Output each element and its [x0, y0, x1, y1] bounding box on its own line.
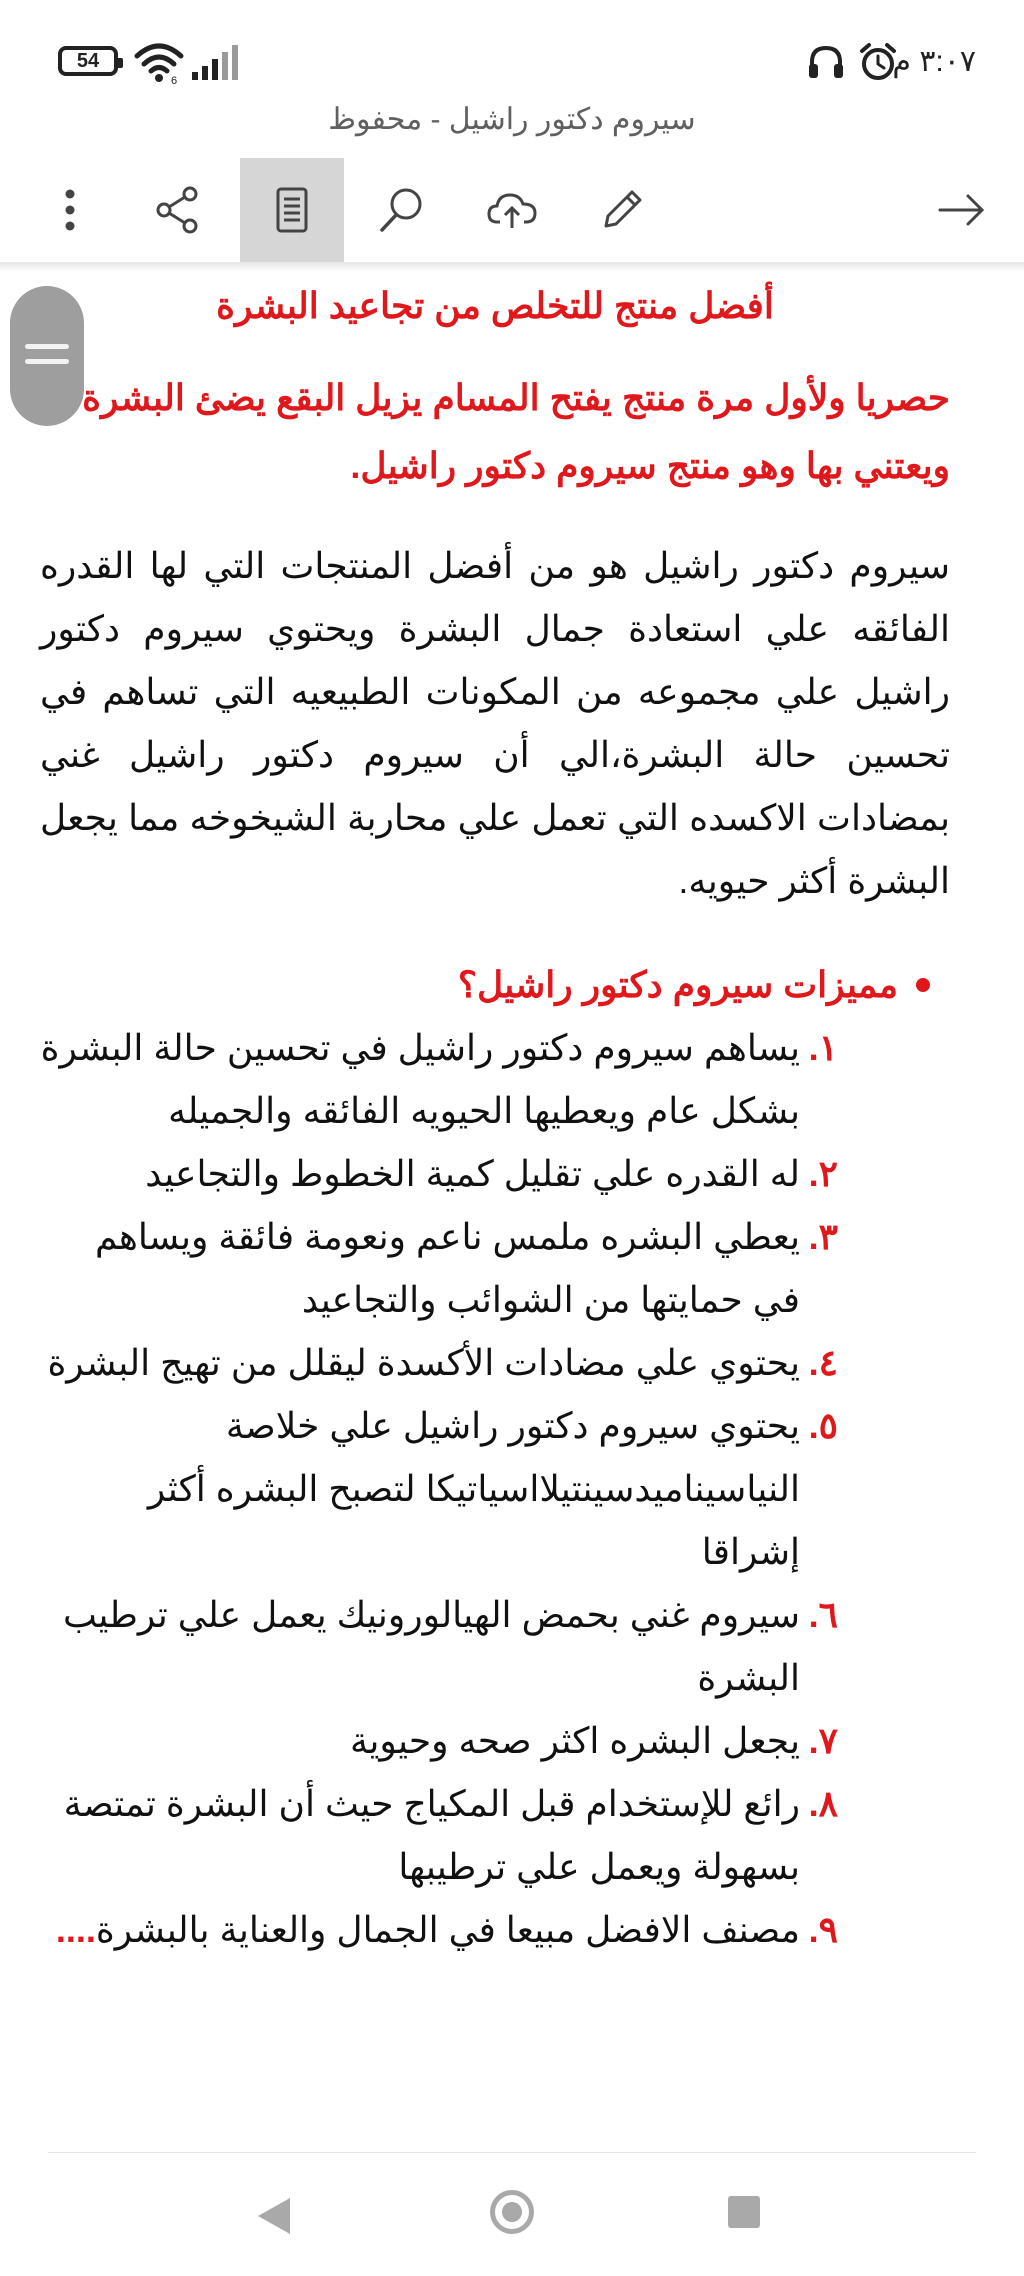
share-icon — [152, 184, 204, 236]
divider — [48, 2152, 976, 2153]
svg-text:6: 6 — [171, 75, 178, 84]
body-paragraph: سيروم دكتور راشيل هو من أفضل المنتجات التي لها القدره الفائقه علي استعادة جمال البشرة ويحتوي سيروم دكتور راشيل علي مجموعه من المكونات الطبيعيه التي تساهم في تحسين حالة البشرة،الي أن سيروم دكتور راشيل غني بمضادات الاكسده التي تعمل علي محاربة الشيخوخه مما يجعل البشرة أكثر حيويه. — [40, 545, 950, 901]
edit-icon — [596, 184, 648, 236]
list-number: ٧. — [808, 1720, 838, 1761]
list-item-text: رائع للإستخدام قبل المكياج حيث أن البشرة تمتصة بسهولة ويعمل علي ترطيبها — [63, 1783, 800, 1887]
edit-button[interactable] — [572, 158, 672, 262]
list-item — [40, 1709, 950, 1772]
share-button[interactable] — [128, 158, 228, 262]
list-item-text: يجعل البشره اكثر صحه وحيوية — [350, 1720, 800, 1761]
forward-button[interactable] — [912, 158, 1012, 262]
list-item — [40, 1772, 950, 1898]
intro-paragraph: حصريا ولأول مرة منتج يفتح المسام يزيل البقع يضئ البشرة ويعتني بها وهو منتج سيروم دكتور راشيل. — [82, 377, 950, 486]
list-number: ٩. — [808, 1909, 838, 1950]
document-title: سيروم دكتور راشيل - محفوظ — [328, 103, 696, 136]
back-icon[interactable] — [258, 2198, 290, 2234]
forward-arrow-icon — [936, 184, 988, 236]
list-number: ٨. — [808, 1783, 838, 1824]
list-item-text: يعطي البشره ملمس ناعم ونعومة فائقة ويساهم في حمايتها من الشوائب والتجاعيد — [94, 1216, 800, 1320]
list-item-suffix: .... — [55, 1909, 96, 1950]
list-number: ٦. — [808, 1594, 838, 1635]
document-content — [40, 270, 950, 1961]
list-item — [40, 1205, 950, 1331]
list-item — [40, 1016, 950, 1142]
status-bar — [0, 0, 1024, 110]
features-list — [40, 1016, 950, 1961]
list-number: ٣. — [808, 1216, 838, 1257]
clock: ٣:٠٧ م — [892, 45, 976, 78]
features-heading-text: مميزات سيروم دكتور راشيل؟ — [457, 964, 898, 1005]
signal-icon — [190, 44, 240, 80]
list-number: ٥. — [808, 1405, 838, 1446]
list-item-text: مصنف الافضل مبيعا في الجمال والعناية بالبشرة — [95, 1909, 800, 1950]
battery-icon — [58, 46, 118, 76]
navigation-bar — [0, 2160, 1024, 2276]
battery-level: 54 — [76, 49, 100, 72]
recent-apps-icon[interactable] — [728, 2196, 760, 2228]
search-icon — [376, 184, 428, 236]
home-icon[interactable] — [490, 2190, 534, 2234]
list-item-text: يحتوي علي مضادات الأكسدة ليقلل من تهيج البشرة — [47, 1342, 800, 1383]
list-item — [40, 1394, 950, 1583]
list-number: ١. — [808, 1027, 838, 1068]
toolbar — [0, 158, 1024, 262]
more-button[interactable] — [20, 158, 120, 262]
features-heading — [40, 954, 950, 1016]
list-item-text: يحتوي سيروم دكتور راشيل علي خلاصة النياسيناميدسينتيلااسياتيكا لتصبح البشره أكثر إشراقا — [147, 1405, 800, 1572]
document-heading: أفضل منتج للتخلص من تجاعيد البشرة — [216, 285, 774, 326]
list-item — [40, 1583, 950, 1709]
list-item — [40, 1331, 950, 1394]
list-item-text: له القدره علي تقليل كمية الخطوط والتجاعيد — [145, 1153, 800, 1194]
bullet-icon — [916, 978, 930, 992]
cloud-upload-button[interactable] — [462, 158, 562, 262]
list-item — [40, 1898, 950, 1961]
list-item-text: يساهم سيروم دكتور راشيل في تحسين حالة البشرة بشكل عام ويعطيها الحيويه الفائقه والجميله — [40, 1027, 800, 1131]
list-item — [40, 1142, 950, 1205]
reading-mode-button[interactable] — [240, 158, 344, 262]
reading-mode-icon — [266, 184, 318, 236]
more-icon — [44, 184, 96, 236]
wifi-icon — [133, 40, 185, 84]
list-item-text: سيروم غني بحمض الهيالورونيك يعمل علي ترطيب البشرة — [62, 1594, 800, 1698]
cloud-upload-icon — [486, 184, 538, 236]
list-number: ٤. — [808, 1342, 838, 1383]
list-number: ٢. — [808, 1153, 838, 1194]
headphones-icon — [806, 42, 846, 82]
search-button[interactable] — [352, 158, 452, 262]
